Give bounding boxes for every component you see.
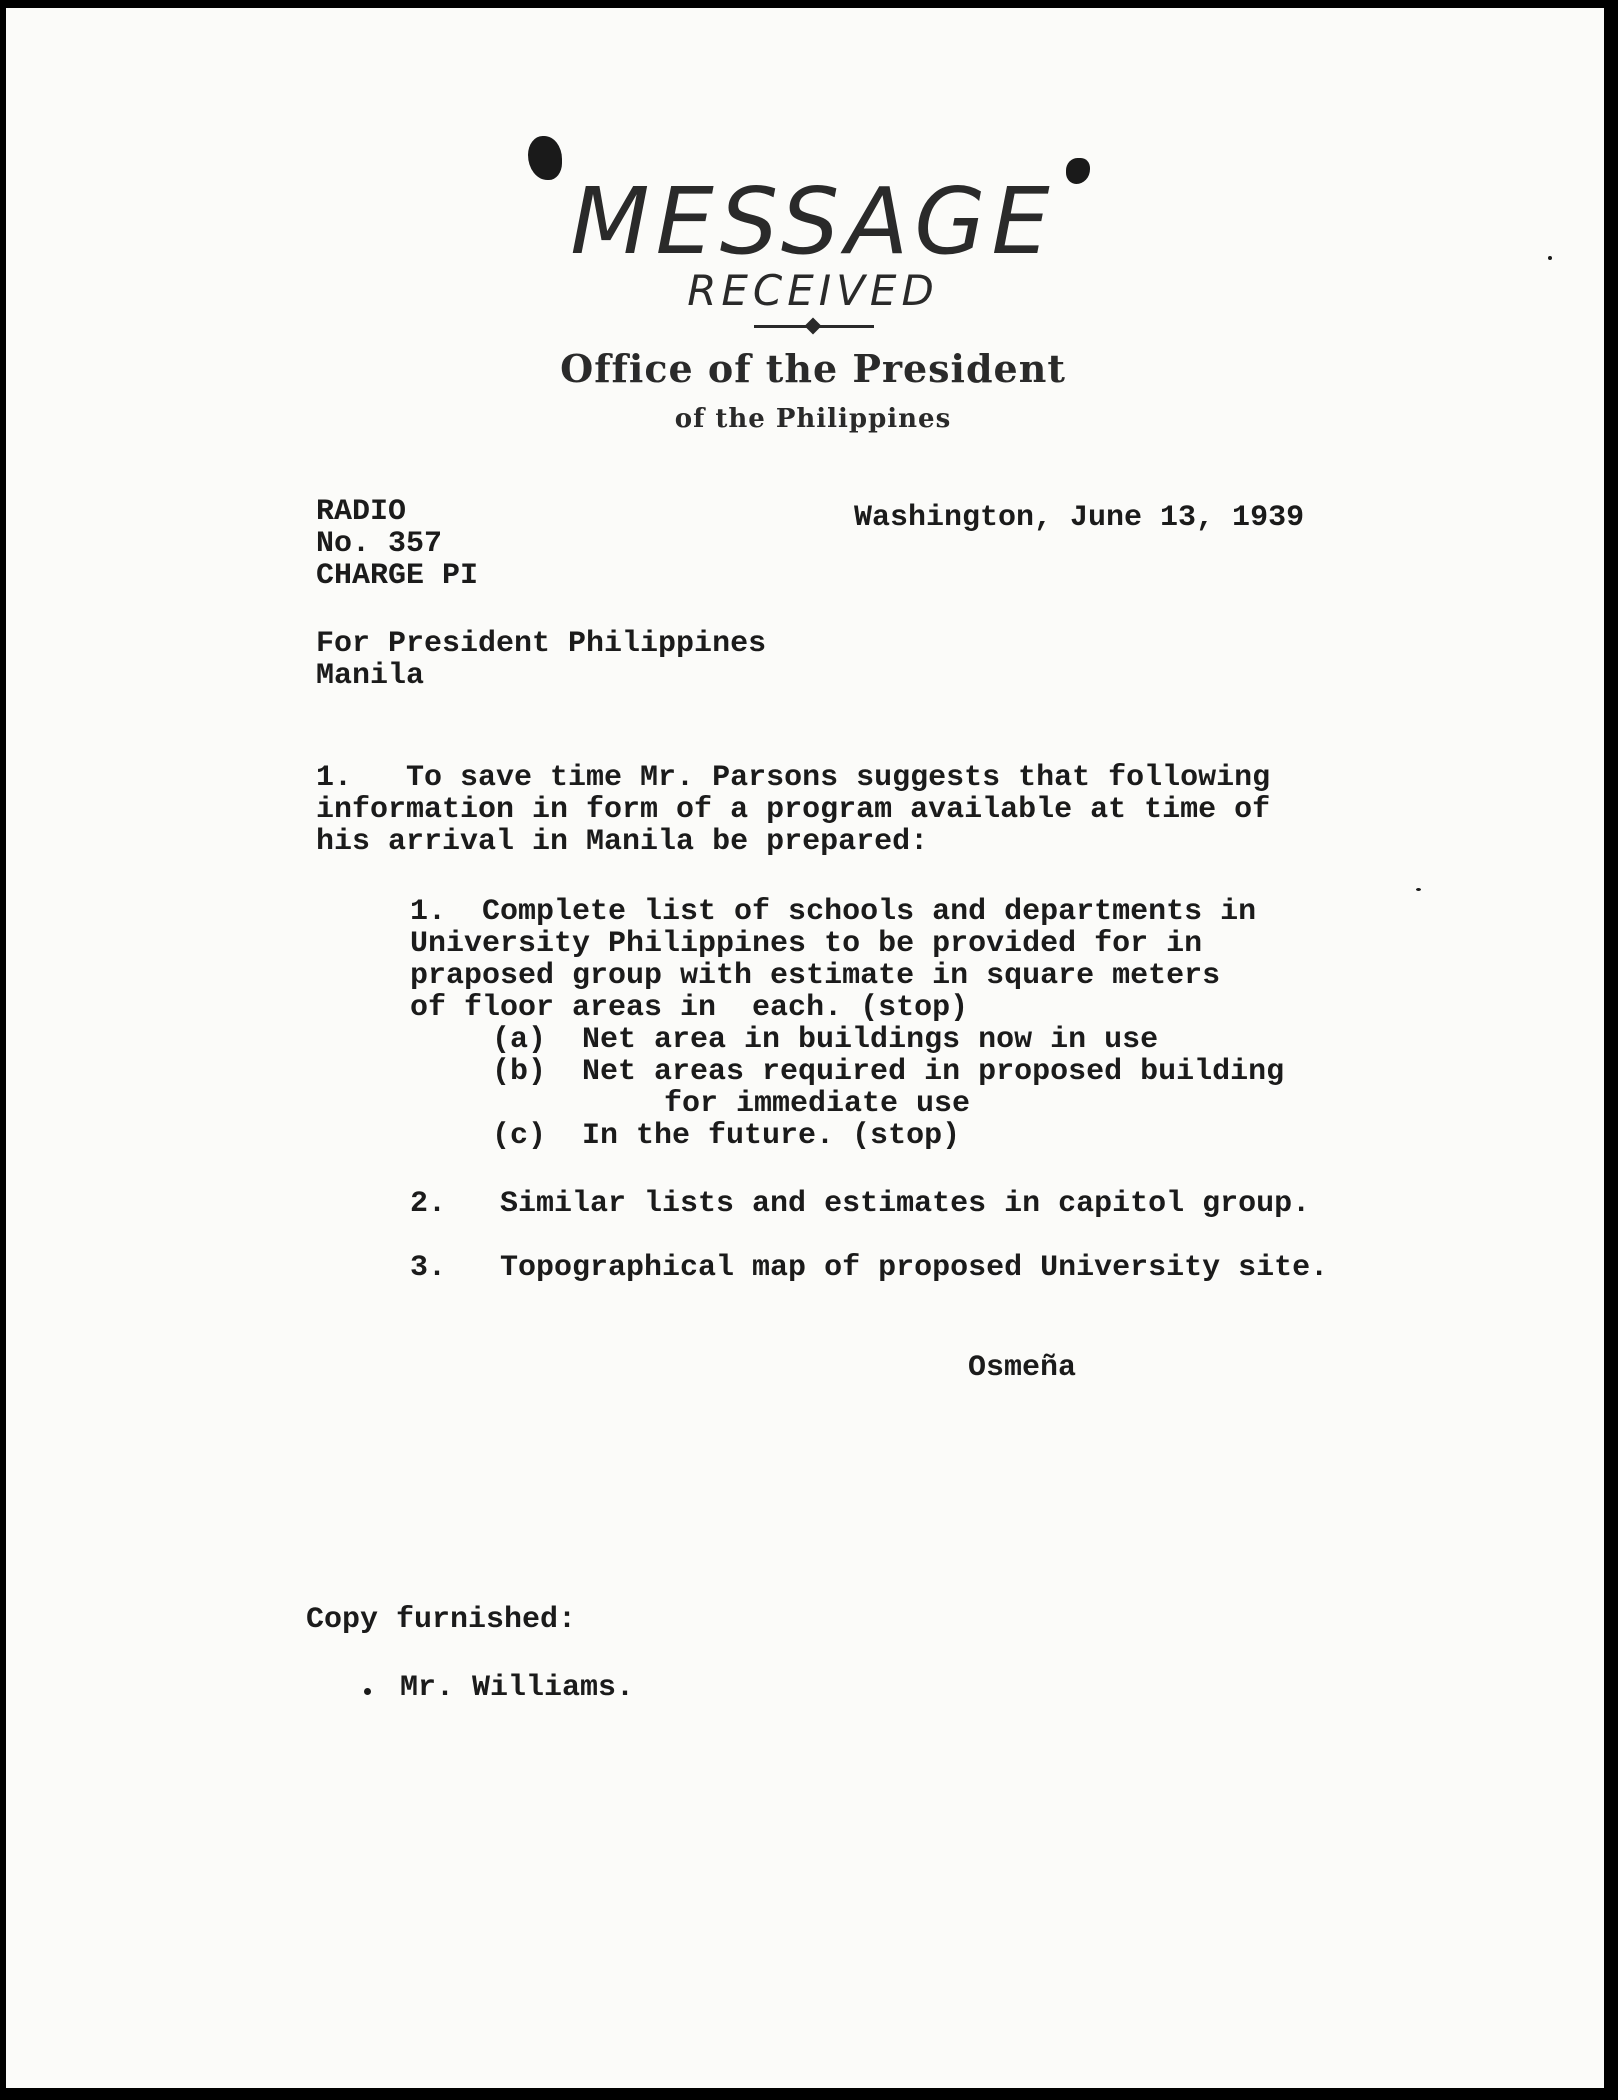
letterhead-subtitle: RECEIVED	[687, 266, 939, 315]
letterhead-office: Office of the President	[560, 346, 1066, 391]
scan-border-bottom	[0, 2088, 1618, 2100]
ink-speck	[364, 1688, 371, 1695]
body-para-line: 1. To save time Mr. Parsons suggests that following	[316, 761, 1271, 795]
signature: Osmeña	[968, 1351, 1077, 1385]
header-charge: CHARGE PI	[316, 559, 479, 593]
scan-border-right	[1604, 0, 1618, 2100]
copy-furnished-label: Copy furnished:	[306, 1603, 577, 1637]
sub-item-a: (a) Net area in buildings now in use	[492, 1023, 1159, 1057]
document-page	[6, 8, 1604, 2092]
letterhead-title: MESSAGE	[570, 168, 1056, 275]
item-1-line: University Philippines to be provided for in	[410, 927, 1203, 961]
body-para-line: his arrival in Manila be prepared:	[316, 825, 929, 859]
item-1-line: 1. Complete list of schools and departments in	[410, 895, 1257, 929]
letterhead-divider-ornament	[805, 318, 822, 335]
header-number: No. 357	[316, 527, 443, 561]
recipient-line-1: For President Philippines	[316, 627, 767, 661]
place-date: Washington, June 13, 1939	[854, 501, 1305, 535]
item-1-line: of floor areas in each. (stop)	[410, 991, 969, 1025]
item-2: 2. Similar lists and estimates in capitol group.	[410, 1187, 1311, 1221]
sub-item-b: (b) Net areas required in proposed building	[492, 1055, 1285, 1089]
ink-speck	[1416, 888, 1421, 891]
sub-item-b-cont: for immediate use	[664, 1087, 971, 1121]
copy-recipient: Mr. Williams.	[400, 1671, 635, 1705]
letterhead-country: of the Philippines	[674, 404, 952, 434]
item-3: 3. Topographical map of proposed University site.	[410, 1251, 1329, 1285]
recipient-line-2: Manila	[316, 659, 425, 693]
body-para-line: information in form of a program available at time of	[316, 793, 1271, 827]
header-radio: RADIO	[316, 495, 407, 529]
sub-item-c: (c) In the future. (stop)	[492, 1119, 961, 1153]
item-1-line: praposed group with estimate in square meters	[410, 959, 1221, 993]
